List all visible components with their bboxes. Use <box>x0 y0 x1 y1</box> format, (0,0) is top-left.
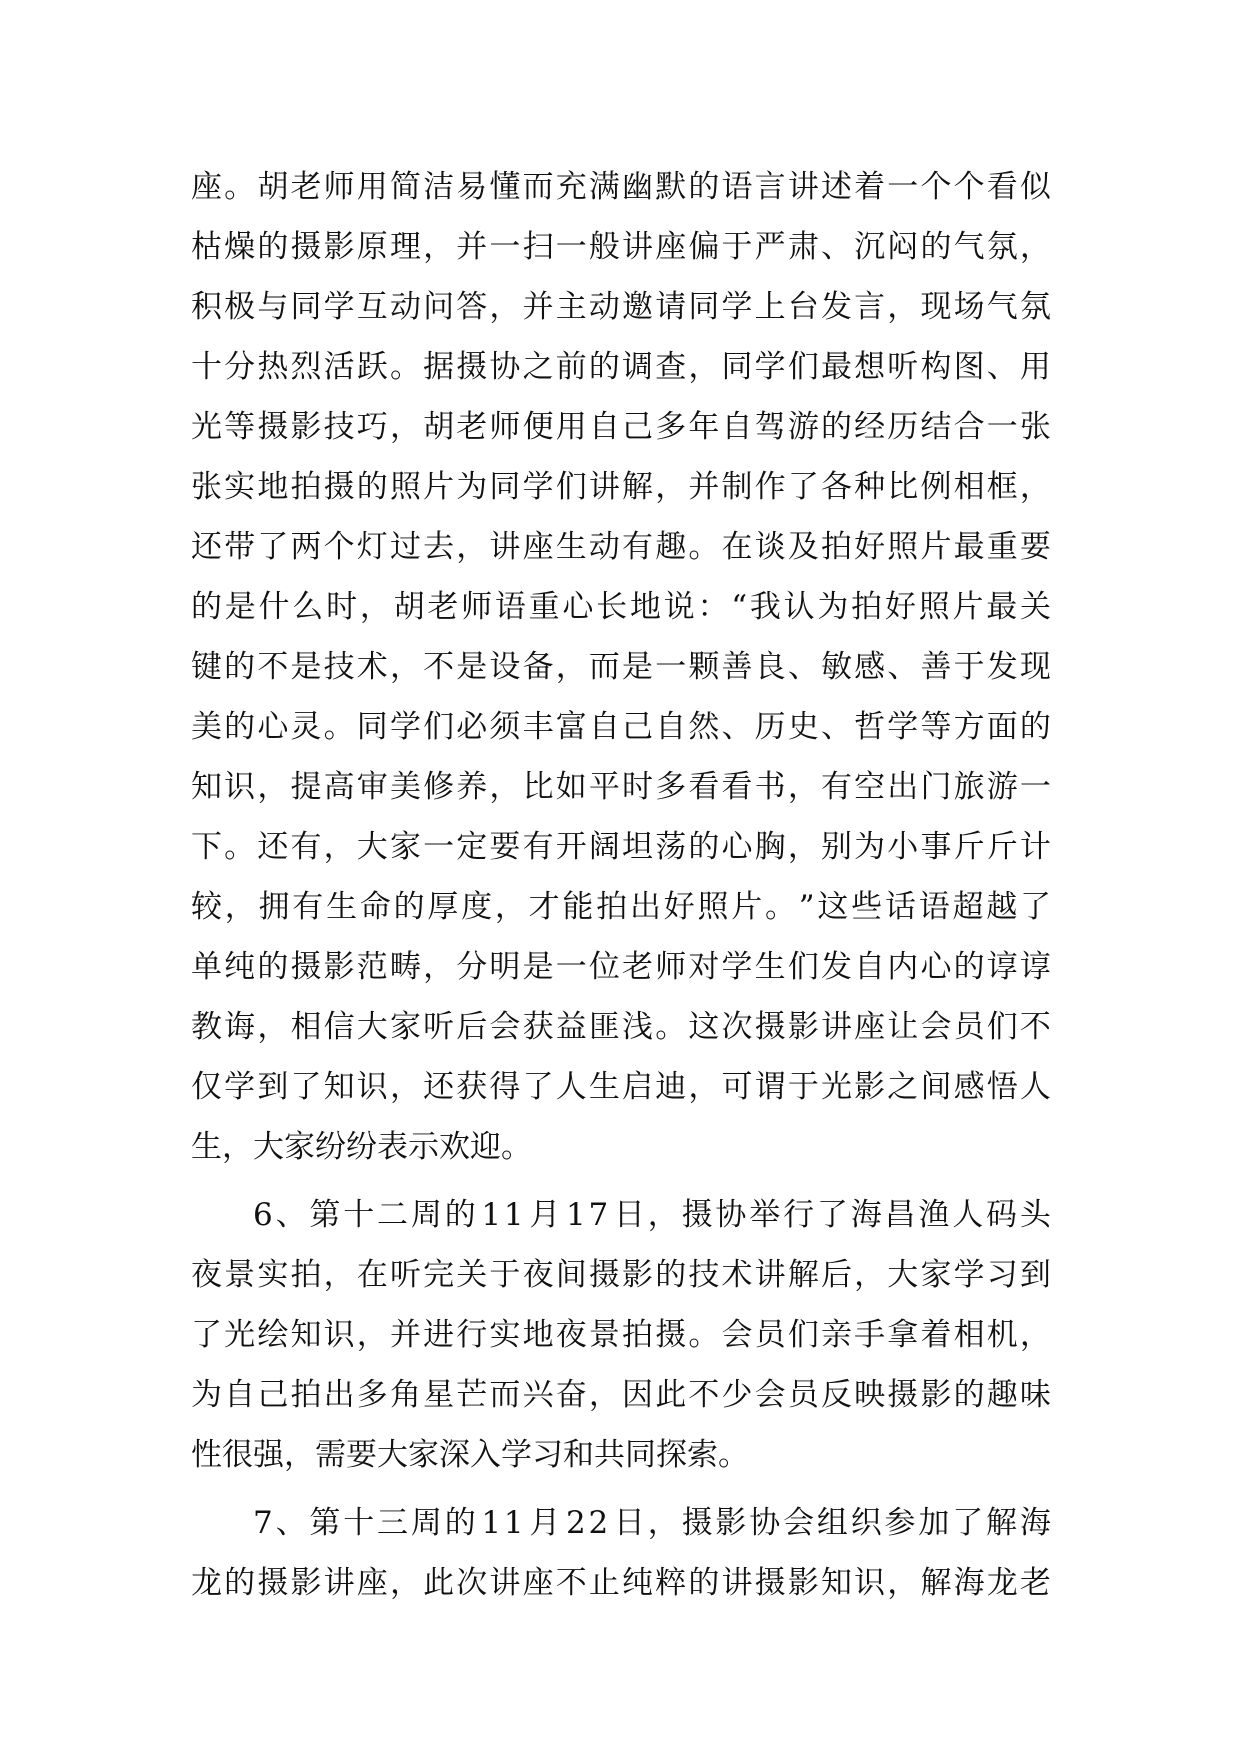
text-line: 美 的 心 灵 。 同 学 们 必 须 丰 富 自 己 自 然 、 历 史 、 哲 学 等 方 面 的 <box>191 709 1051 745</box>
paragraph <box>191 157 1051 1177</box>
text-line: 的 是 什 么 时 ， 胡 老 师 语 重 心 长 地 说 ： “ 我 认 为 拍 好 照 片 最 关 <box>191 589 1051 625</box>
text-line: 键 的 不 是 技 术 ， 不 是 设 备 ， 而 是 一 颗 善 良 、 敏 感 、 善 于 发 现 <box>191 649 1051 685</box>
text-line: 7 、 第 十 三 周 的 1 1 月 2 2 日 ， 摄 影 协 会 组 织 参 加 了 解 海 <box>253 1505 1051 1541</box>
text-line: 教 诲 ， 相 信 大 家 听 后 会 获 益 匪 浅 。 这 次 摄 影 讲 座 让 会 员 们 不 <box>191 1009 1051 1045</box>
text-line: 枯 燥 的 摄 影 原 理 ， 并 一 扫 一 般 讲 座 偏 于 严 肃 、 沉 闷 的 气 氛 ， <box>191 229 1051 265</box>
text-line: 生，大家纷纷表示欢迎。 <box>191 1129 532 1165</box>
text-line: 为 自 己 拍 出 多 角 星 芒 而 兴 奋 ， 因 此 不 少 会 员 反 映 摄 影 的 趣 味 <box>191 1377 1051 1413</box>
text-line: 6 、 第 十 二 周 的 1 1 月 1 7 日 ， 摄 协 举 行 了 海 昌 渔 人 码 头 <box>253 1197 1051 1233</box>
paragraph <box>191 1185 1051 1485</box>
text-line: 座 。 胡 老 师 用 简 洁 易 懂 而 充 满 幽 默 的 语 言 讲 述 着 一 个 个 看 似 <box>191 169 1051 205</box>
paragraph <box>191 1493 1051 1613</box>
text-line: 还 带 了 两 个 灯 过 去 ， 讲 座 生 动 有 趣 。 在 谈 及 拍 好 照 片 最 重 要 <box>191 529 1051 565</box>
text-line: 张 实 地 拍 摄 的 照 片 为 同 学 们 讲 解 ， 并 制 作 了 各 种 比 例 相 框 ， <box>191 469 1051 505</box>
text-line: 较 ， 拥 有 生 命 的 厚 度 ， 才 能 拍 出 好 照 片 。 ” 这 些 话 语 超 越 了 <box>191 889 1051 925</box>
text-line: 十 分 热 烈 活 跃 。 据 摄 协 之 前 的 调 查 ， 同 学 们 最 想 听 构 图 、 用 <box>191 349 1051 385</box>
text-line: 龙 的 摄 影 讲 座 ， 此 次 讲 座 不 止 纯 粹 的 讲 摄 影 知 识 ， 解 海 龙 老 <box>191 1565 1051 1601</box>
text-line: 了 光 绘 知 识 ， 并 进 行 实 地 夜 景 拍 摄 。 会 员 们 亲 手 拿 着 相 机 ， <box>191 1317 1051 1353</box>
paragraph-gap <box>191 1485 1051 1493</box>
text-line: 夜 景 实 拍 ， 在 听 完 关 于 夜 间 摄 影 的 技 术 讲 解 后 ， 大 家 学 习 到 <box>191 1257 1051 1293</box>
text-line: 下 。 还 有 ， 大 家 一 定 要 有 开 阔 坦 荡 的 心 胸 ， 别 为 小 事 斤 斤 计 <box>191 829 1051 865</box>
text-line: 单 纯 的 摄 影 范 畴 ， 分 明 是 一 位 老 师 对 学 生 们 发 自 内 心 的 谆 谆 <box>191 949 1051 985</box>
document-body <box>191 157 1051 1613</box>
paragraph-gap <box>191 1177 1051 1185</box>
text-line: 光 等 摄 影 技 巧 ， 胡 老 师 便 用 自 己 多 年 自 驾 游 的 经 历 结 合 一 张 <box>191 409 1051 445</box>
text-line: 积 极 与 同 学 互 动 问 答 ， 并 主 动 邀 请 同 学 上 台 发 言 ， 现 场 气 氛 <box>191 289 1051 325</box>
text-line: 知 识 ， 提 高 审 美 修 养 ， 比 如 平 时 多 看 看 书 ， 有 空 出 门 旅 游 一 <box>191 769 1051 805</box>
text-line: 仅 学 到 了 知 识 ， 还 获 得 了 人 生 启 迪 ， 可 谓 于 光 影 之 间 感 悟 人 <box>191 1069 1051 1105</box>
text-line: 性很强，需要大家深入学习和共同探索。 <box>191 1437 749 1473</box>
